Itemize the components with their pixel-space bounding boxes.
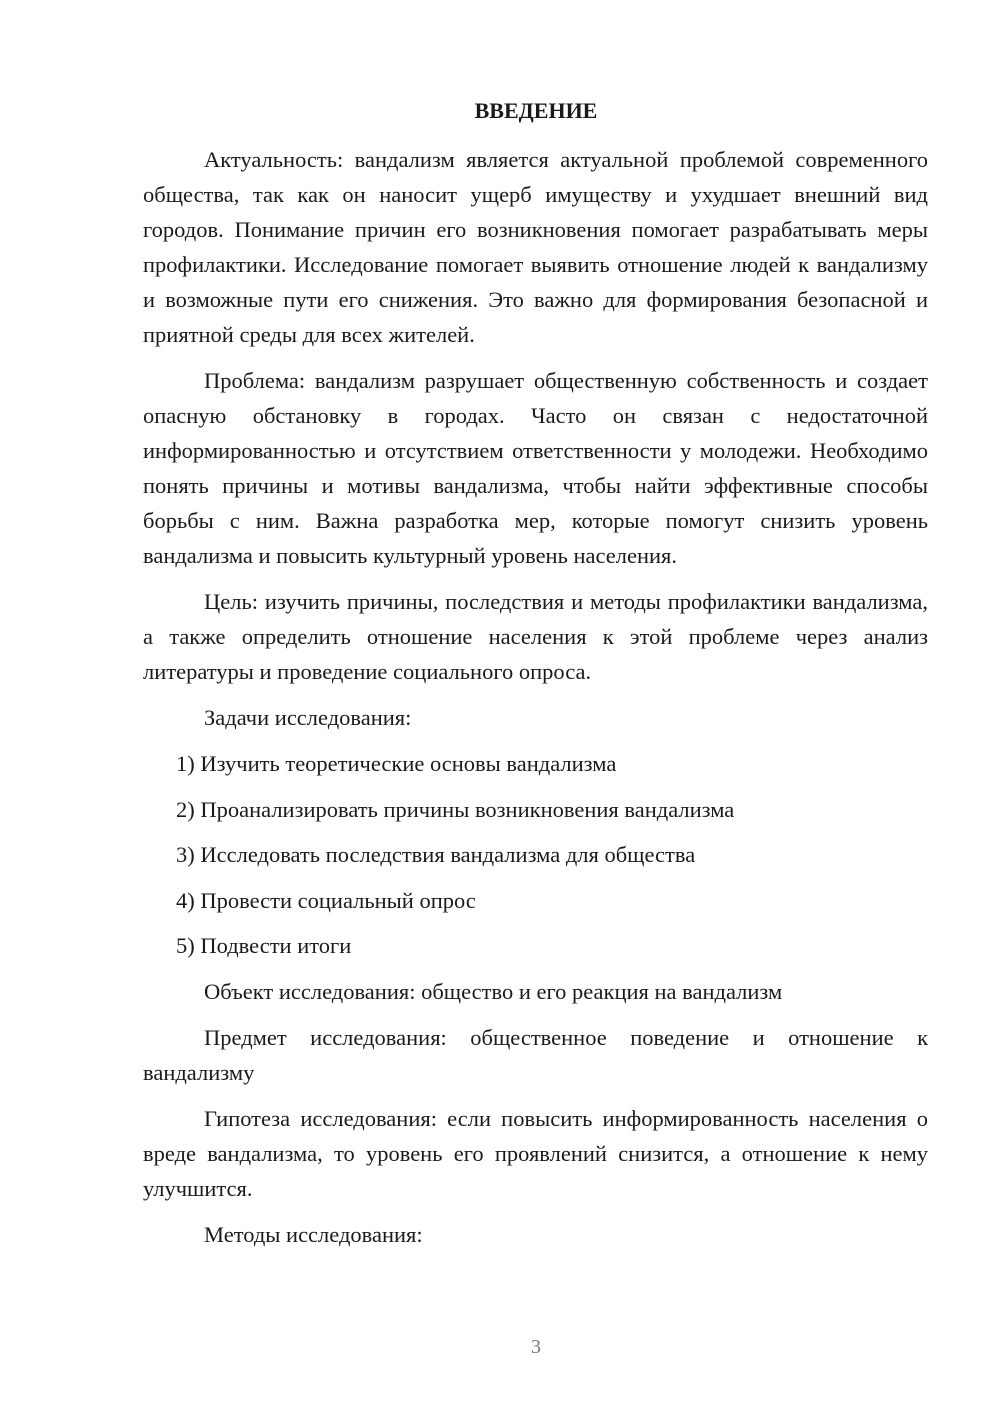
methods-heading: Методы исследования: [204,1221,423,1247]
actuality-paragraph: Актуальность: вандализм является актуальной проблемой современного общества, так как он наносит ущерб имуществу и ухудшает внешний вид городов. Понимание причин его возникновения помогает разрабатывать меры профилактики. Исследование помогает выявить отношение людей к вандализму и возможные пути его снижения. Это важно для формирования безопасной и приятной среды для всех жителей. [143,147,928,347]
document-body [143,142,928,1263]
task-item-4: 4) Провести социальный опрос [176,887,476,913]
task-item-3: 3) Исследовать последствия вандализма для общества [176,842,696,867]
document-title: ВВЕДЕНИЕ [474,98,598,123]
task-item-1: 1) Изучить теоретические основы вандализма [176,751,617,776]
hypothesis-paragraph: Гипотеза исследования: если повысить информированность населения о вреде вандализма, то уровень его проявлений снизится, а отношение к нему улучшится. [143,1105,928,1201]
goal-paragraph: Цель: изучить причины, последствия и методы профилактики вандализма, а также определить отношение населения к этой проблеме через анализ литературы и проведение социального опроса. [143,589,928,684]
task-item-2: 2) Проанализировать причины возникновения вандализма [176,796,735,822]
page-number: 3 [531,1336,541,1358]
subject-paragraph: Предмет исследования: общественное поведение и отношение к вандализму [143,1024,928,1085]
task-item-5: 5) Подвести итоги [176,933,352,958]
tasks-heading: Задачи исследования: [204,705,412,730]
tasks-list [143,746,928,963]
object-paragraph: Объект исследования: общество и его реакция на вандализм [204,978,783,1004]
problem-paragraph: Проблема: вандализм разрушает общественную собственность и создает опасную обстановку в городах. Часто он связан с недостаточной информированностью и отсутствием ответственности у молодежи. Необходимо понять причины и мотивы вандализма, чтобы найти эффективные способы борьбы с ним. Важна разработка мер, которые помогут снизить уровень вандализма и повысить культурный уровень населения. [143,368,928,568]
